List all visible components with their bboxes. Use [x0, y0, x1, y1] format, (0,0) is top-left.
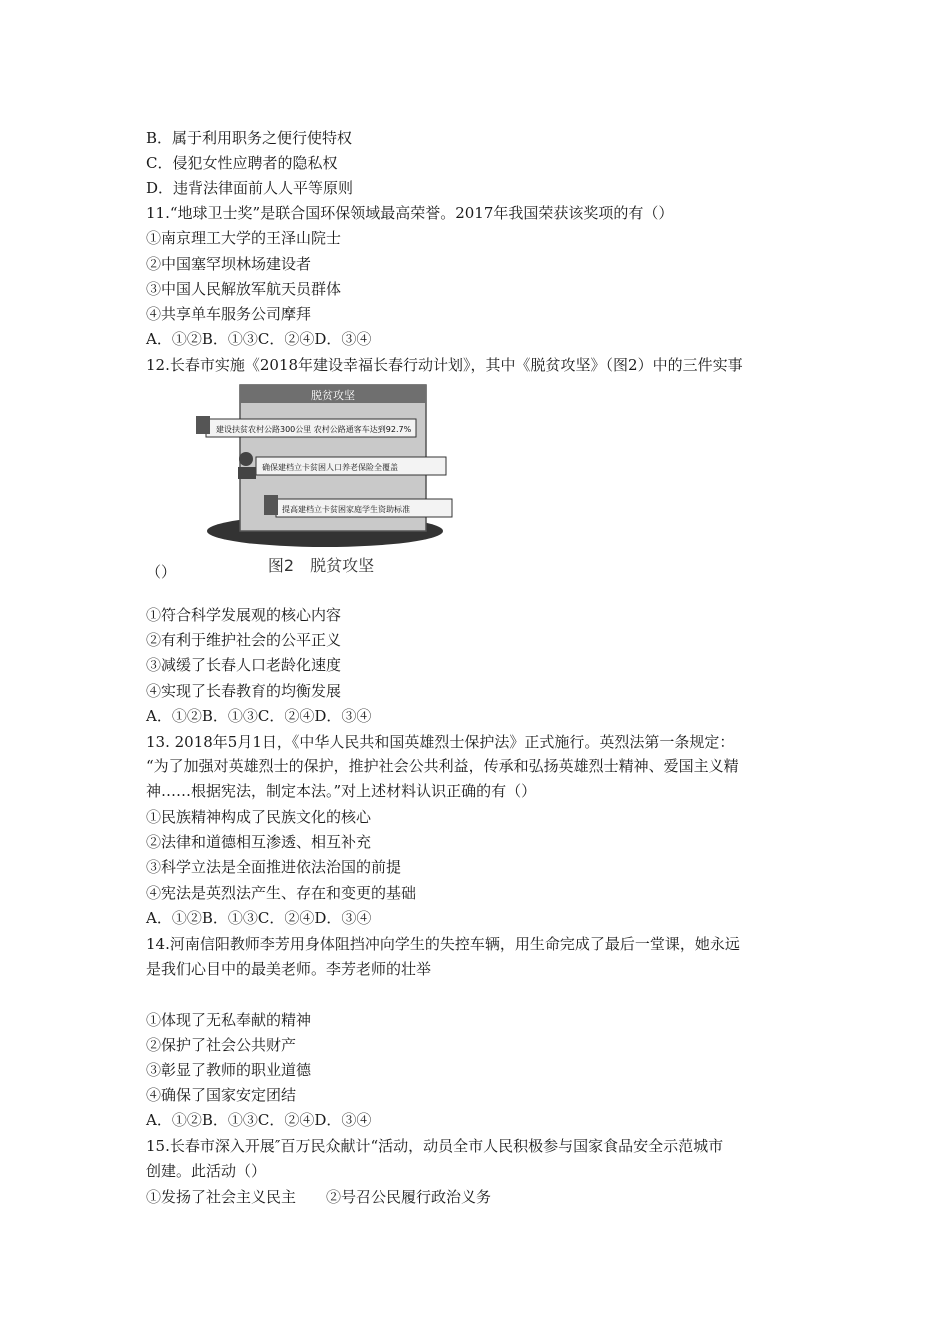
q13-stem-line-3: 神……根据宪法，制定本法。”对上述材料认识正确的有（）	[146, 782, 537, 800]
q11-choices: A．①②B．①③C．②④D．③④	[146, 330, 372, 348]
q13-stem-line-2: “为了加强对英雄烈士的保护，推护社会公共利益，传承和弘扬英雄烈士精神、爱国主义精	[146, 757, 739, 775]
figure-row-2-text: 确保建档立卡贫困人口养老保险全覆盖	[262, 463, 398, 472]
q15-items-row: ①发扬了社会主义民主 ②号召公民履行政治义务	[146, 1188, 492, 1206]
person-icon	[239, 452, 253, 466]
q14-choices: A．①②B．①③C．②④D．③④	[146, 1111, 372, 1129]
q10-option-c: C．侵犯女性应聘者的隐私权	[146, 154, 338, 172]
road-icon	[196, 416, 210, 434]
q13-choices: A．①②B．①③C．②④D．③④	[146, 909, 372, 927]
q13-item-3: ③科学立法是全面推进依法治国的前提	[146, 858, 402, 876]
q13-item-4: ④宪法是英烈法产生、存在和变更的基础	[146, 884, 417, 902]
q10-option-b: B．属于利用职务之便行使特权	[146, 129, 353, 147]
q12-item-1: ①符合科学发展观的核心内容	[146, 606, 342, 624]
poverty-alleviation-figure	[196, 383, 454, 581]
q13-item-2: ②法律和道德相互渗透、相互补充	[146, 833, 372, 851]
q14-stem-line-2: 是我们心目中的最美老师。李芳老师的壮举	[146, 960, 432, 978]
book-icon	[264, 495, 278, 515]
q12-choices: A．①②B．①③C．②④D．③④	[146, 707, 372, 725]
person-icon-body	[238, 467, 256, 479]
q12-item-3: ③减缓了长春人口老龄化速度	[146, 656, 342, 674]
q13-item-1: ①民族精神构成了民族文化的核心	[146, 808, 372, 826]
q15-stem-line-1: 15.长春市深入开展″百万民众献计“活动，动员全市人民积极参与国家食品安全示范城市	[146, 1137, 724, 1155]
q11-item-1: ①南京理工大学的王泽山院士	[146, 229, 342, 247]
q11-item-3: ③中国人民解放军航天员群体	[146, 280, 342, 298]
q14-item-4: ④确保了国家安定团结	[146, 1086, 297, 1104]
q14-item-3: ③彰显了教师的职业道德	[146, 1061, 312, 1079]
q12-item-2: ②有利于维护社会的公平正义	[146, 631, 342, 649]
q14-item-2: ②保护了社会公共财产	[146, 1036, 297, 1054]
q11-stem: 11.“地球卫士奖”是联合国环保领域最高荣誉。2017年我国荣获该奖项的有（）	[146, 204, 674, 222]
q15-stem-line-2: 创建。此活动（）	[146, 1162, 267, 1180]
q11-item-4: ④共享单车服务公司摩拜	[146, 305, 312, 323]
q13-stem-line-1: 13. 2018年5月1日，《中华人民共和国英雄烈士保护法》正式施行。英烈法第一条规定：	[146, 733, 735, 751]
q14-stem-line-1: 14.河南信阳教师李芳用身体阻挡冲向学生的失控车辆，用生命完成了最后一堂课，她永远	[146, 935, 740, 953]
q12-item-4: ④实现了长春教育的均衡发展	[146, 682, 342, 700]
figure-row-1-text: 建设扶贫农村公路300公里 农村公路通客车达到92.7%	[216, 425, 412, 434]
figure-row-3-text: 提高建档立卡贫困家庭学生资助标准	[282, 505, 410, 514]
q11-item-2: ②中国塞罕坝林场建设者	[146, 255, 312, 273]
q12-blank: （）	[146, 563, 177, 581]
q14-item-1: ①体现了无私奉献的精神	[146, 1011, 312, 1029]
q12-stem: 12.长春市实施《2018年建设幸福长春行动计划》，其中《脱贫攻坚》（图2）中的三件实事	[146, 356, 743, 374]
q10-option-d: D．违背法律面前人人平等原则	[146, 179, 354, 197]
figure-banner-text: 脱贫攻坚	[311, 389, 355, 402]
figure-caption: 图2 脱贫攻坚	[267, 556, 375, 575]
